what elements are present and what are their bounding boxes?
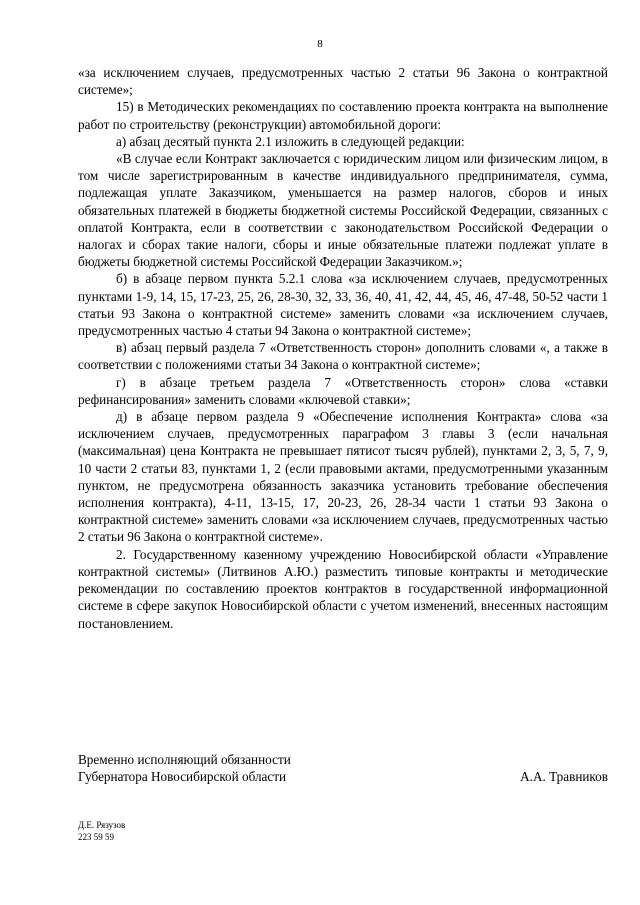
signature-block	[78, 751, 608, 785]
executor-name: Д.Е. Рязузов	[78, 820, 126, 830]
paragraph-sub-v: в) абзац первый раздела 7 «Ответственность сторон» дополнить словами «, а также в соответствии с положениями статьи 34 Закона о контрактной системе»;	[78, 340, 608, 373]
paragraph-item-15: 15) в Методических рекомендациях по составлению проекта контракта на выполнение работ по строительству (реконструкции) автомобильной дороги:	[78, 99, 608, 132]
paragraph-continuation: «за исключением случаев, предусмотренных частью 2 статьи 96 Закона о контрактной системе»;	[78, 65, 608, 98]
signatory-position-line1: Временно исполняющий обязанности	[78, 752, 291, 767]
paragraph-sub-d: д) в абзаце первом раздела 9 «Обеспечение исполнения Контракта» слова «за исключением случаев, предусмотренных параграфом 3 главы 3 (если начальная (максимальная) цена Контракта не превышает пятисот тысяч рублей), пунктами 2, 3, 5, 7, 9, 10 части 2 статьи 83, пунктами 1, 2 (если правовыми актами, предусмотренными указанным пунктом, не предусмотрена обязанность заказчика установить требование обеспечения исполнения контракта), 4-11, 13-15, 17, 20-23, 26, 28-34 части 1 статьи 93 Закона о контрактной системе» заменить словами «за исключением случаев, предусмотренных частью 2 статьи 96 Закона о контрактной системе».	[78, 409, 608, 545]
paragraph-item-2: 2. Государственному казенному учреждению Новосибирской области «Управление контрактной системы» (Литвинов А.Ю.) разместить типовые контракты и методические рекомендации по составлению проектов контрактов в государственной информационной системе в сфере закупок Новосибирской области с учетом изменений, внесенных настоящим постановлением.	[78, 546, 608, 631]
paragraph-quote: «В случае если Контракт заключается с юридическим лицом или физическим лицом, в том числе зарегистрированным в качестве индивидуального предпринимателя, сумма, подлежащая уплате Заказчиком, уменьшается на размер налогов, сборов и иных обязательных платежей в бюджеты бюджетной системы Российской Федерации, связанных с оплатой Контракта, если в соответствии с законодательством Российской Федерации о налогах и сборах такие налоги, сборы и иные обязательные платежи подлежат уплате в бюджеты бюджетной системы Российской Федерации Заказчиком.»;	[78, 151, 608, 270]
document-body	[78, 64, 608, 632]
paragraph-sub-b: б) в абзаце первом пункта 5.2.1 слова «за исключением случаев, предусмотренных пунктами 1-9, 14, 15, 17-23, 25, 26, 28-30, 32, 33, 36, 40, 41, 42, 44, 45, 46, 47-48, 50-52 части 1 статьи 93 Закона о контрактной системе» заменить словами «за исключением случаев, предусмотренных частью 4 статьи 94 Закона о контрактной системе»;	[78, 271, 608, 339]
signatory-position-line2: Губернатора Новосибирской области	[78, 769, 287, 785]
page-number: 8	[317, 38, 323, 50]
signatory-name: А.А. Травников	[520, 769, 608, 785]
executor-block	[78, 819, 125, 843]
executor-phone: 223 59 59	[78, 832, 114, 842]
paragraph-sub-g: г) в абзаце третьем раздела 7 «Ответственность сторон» слова «ставки рефинансирования» заменить словами «ключевой ставки»;	[78, 374, 608, 407]
paragraph-sub-a: а) абзац десятый пункта 2.1 изложить в следующей редакции:	[116, 133, 465, 149]
